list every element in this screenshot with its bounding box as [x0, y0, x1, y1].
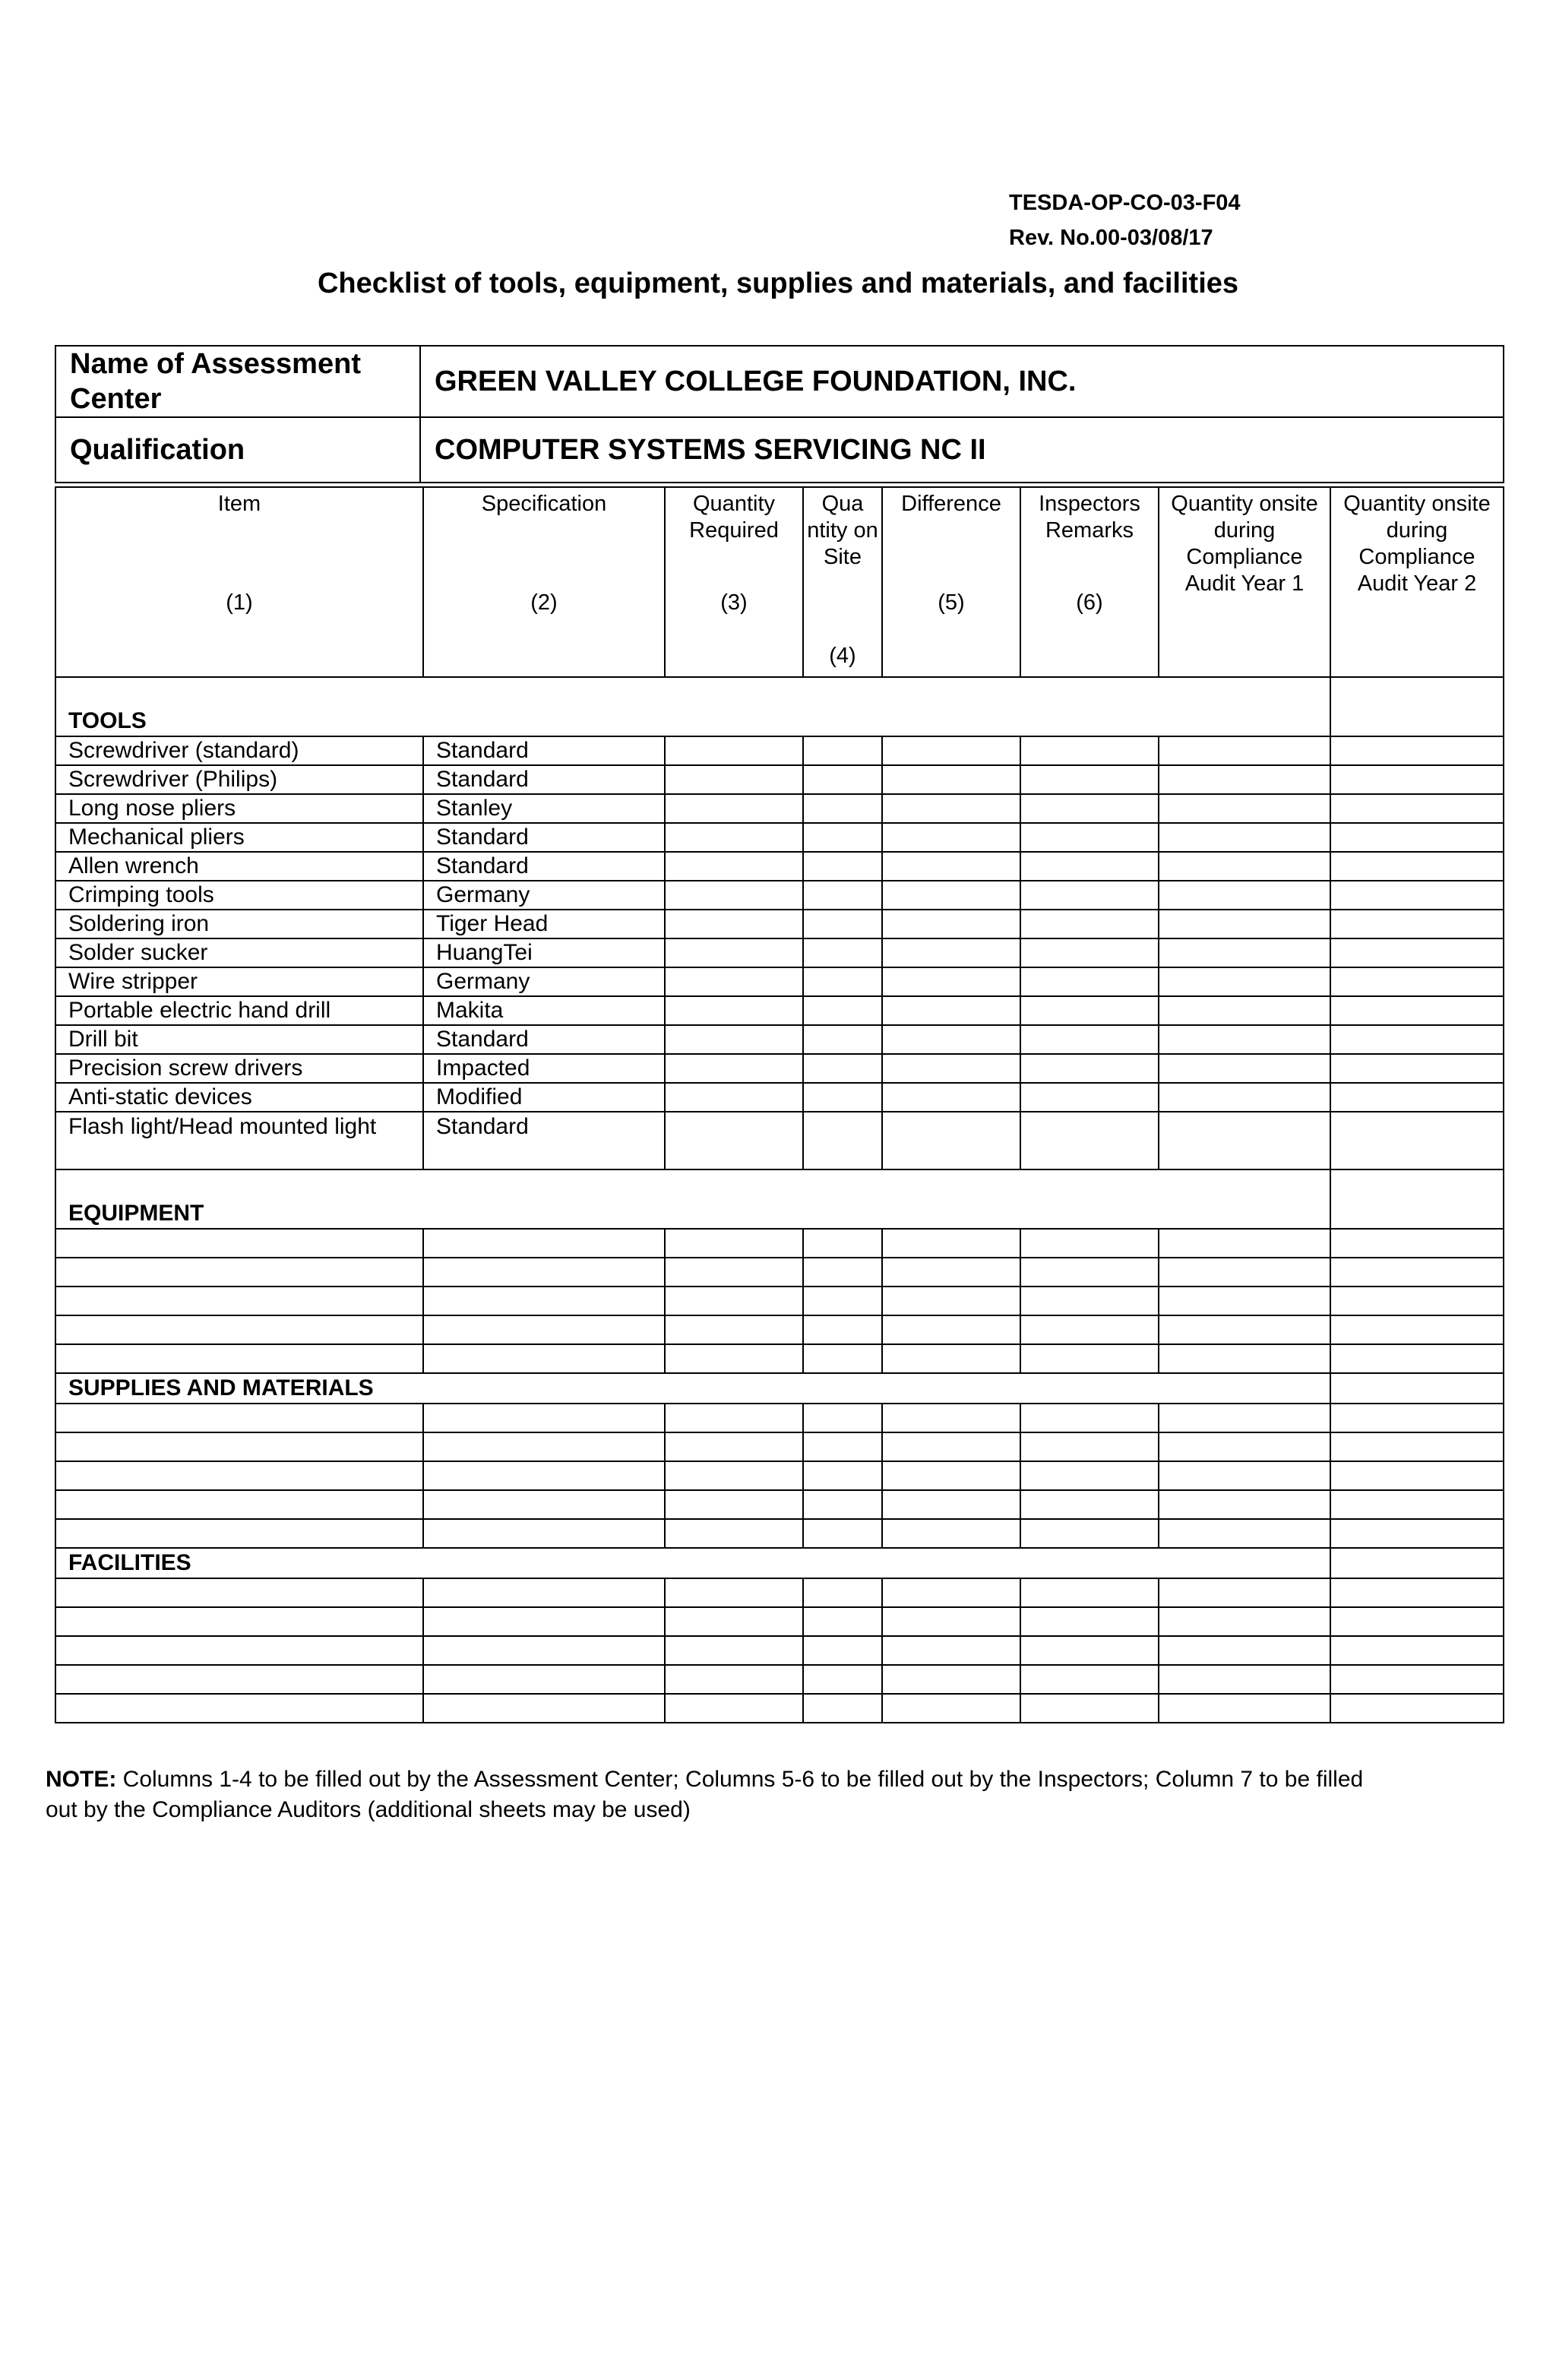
- table-row: [55, 1519, 1504, 1548]
- empty-cell[interactable]: [1330, 736, 1504, 765]
- table-row: [55, 1578, 1504, 1607]
- empty-cell[interactable]: [882, 794, 1020, 823]
- empty-cell[interactable]: [423, 1344, 665, 1373]
- empty-cell[interactable]: [1020, 1665, 1159, 1694]
- empty-cell[interactable]: [423, 1694, 665, 1723]
- empty-cell[interactable]: [803, 1636, 882, 1665]
- section-row-equipment: [55, 1169, 1504, 1229]
- empty-cell[interactable]: [803, 823, 882, 852]
- empty-cell[interactable]: [803, 1258, 882, 1287]
- empty-cell[interactable]: [882, 1665, 1020, 1694]
- empty-cell[interactable]: [1330, 1432, 1504, 1461]
- empty-cell[interactable]: [1330, 1404, 1504, 1432]
- item-cell: Anti-static devices: [55, 1083, 423, 1112]
- empty-cell[interactable]: [882, 1229, 1020, 1258]
- center-label: Name of Assessment Center: [55, 346, 420, 417]
- table-row: [55, 1083, 1504, 1112]
- empty-cell[interactable]: [882, 967, 1020, 996]
- empty-cell[interactable]: [882, 765, 1020, 794]
- empty-cell[interactable]: [1159, 1083, 1330, 1112]
- empty-cell[interactable]: [1020, 996, 1159, 1025]
- table-row: [55, 910, 1504, 938]
- empty-cell[interactable]: [1159, 794, 1330, 823]
- empty-cell[interactable]: [1020, 1315, 1159, 1344]
- empty-cell[interactable]: [1330, 1025, 1504, 1054]
- empty-cell[interactable]: [882, 1432, 1020, 1461]
- spec-cell: Tiger Head: [423, 910, 665, 938]
- empty-cell[interactable]: [1020, 1578, 1159, 1607]
- empty-cell[interactable]: [55, 1287, 423, 1315]
- empty-cell[interactable]: [423, 1607, 665, 1636]
- table-row: [55, 1344, 1504, 1373]
- empty-cell[interactable]: [882, 1607, 1020, 1636]
- empty-cell[interactable]: [1159, 1578, 1330, 1607]
- empty-cell[interactable]: [882, 910, 1020, 938]
- spec-cell: Impacted: [423, 1054, 665, 1083]
- table-row: [55, 1258, 1504, 1287]
- spec-cell: Standard: [423, 765, 665, 794]
- empty-cell[interactable]: [665, 1636, 803, 1665]
- empty-cell[interactable]: [803, 910, 882, 938]
- empty-cell[interactable]: [1330, 938, 1504, 967]
- empty-cell[interactable]: [423, 1636, 665, 1665]
- table-row: [55, 765, 1504, 794]
- empty-cell[interactable]: [423, 1229, 665, 1258]
- empty-cell[interactable]: [1330, 1665, 1504, 1694]
- empty-cell[interactable]: [1330, 677, 1504, 736]
- empty-cell[interactable]: [1020, 1490, 1159, 1519]
- empty-cell[interactable]: [803, 1461, 882, 1490]
- empty-cell[interactable]: [882, 1404, 1020, 1432]
- empty-cell[interactable]: [1020, 881, 1159, 910]
- section-heading: TOOLS: [55, 677, 1330, 736]
- item-cell: Crimping tools: [55, 881, 423, 910]
- empty-cell[interactable]: [55, 1665, 423, 1694]
- empty-cell[interactable]: [882, 1083, 1020, 1112]
- empty-cell[interactable]: [665, 794, 803, 823]
- empty-cell[interactable]: [1330, 1548, 1504, 1578]
- empty-cell[interactable]: [803, 1490, 882, 1519]
- table-row: [55, 794, 1504, 823]
- empty-cell[interactable]: [803, 1519, 882, 1548]
- empty-cell[interactable]: [423, 1461, 665, 1490]
- empty-cell[interactable]: [1330, 1519, 1504, 1548]
- footnote: [46, 1764, 1383, 1825]
- empty-cell[interactable]: [665, 1432, 803, 1461]
- empty-cell[interactable]: [1020, 823, 1159, 852]
- empty-cell[interactable]: [1020, 1519, 1159, 1548]
- empty-cell[interactable]: [1330, 1578, 1504, 1607]
- empty-cell[interactable]: [665, 1578, 803, 1607]
- empty-cell[interactable]: [1159, 765, 1330, 794]
- empty-cell[interactable]: [1159, 996, 1330, 1025]
- empty-cell[interactable]: [1330, 967, 1504, 996]
- empty-cell[interactable]: [1020, 1461, 1159, 1490]
- empty-cell[interactable]: [1159, 1461, 1330, 1490]
- empty-cell[interactable]: [665, 1025, 803, 1054]
- empty-cell[interactable]: [1330, 823, 1504, 852]
- table-row: [55, 1665, 1504, 1694]
- empty-cell[interactable]: [803, 765, 882, 794]
- empty-cell[interactable]: [423, 1432, 665, 1461]
- column-header-row: [55, 487, 1504, 677]
- item-cell: Mechanical pliers: [55, 823, 423, 852]
- table-row: [55, 881, 1504, 910]
- table-row: [55, 1287, 1504, 1315]
- form-header: [1009, 185, 1241, 255]
- empty-cell[interactable]: [803, 1432, 882, 1461]
- empty-cell[interactable]: [55, 1490, 423, 1519]
- empty-cell[interactable]: [882, 823, 1020, 852]
- empty-cell[interactable]: [882, 881, 1020, 910]
- empty-cell[interactable]: [665, 1054, 803, 1083]
- empty-cell[interactable]: [803, 1315, 882, 1344]
- section-heading: SUPPLIES AND MATERIALS: [55, 1373, 1330, 1404]
- empty-cell[interactable]: [882, 1287, 1020, 1315]
- empty-cell[interactable]: [1330, 1083, 1504, 1112]
- col-header-audit-year1: Quantity onsite during Compliance Audit Year 1: [1159, 487, 1330, 677]
- empty-cell[interactable]: [665, 852, 803, 881]
- empty-cell[interactable]: [1020, 910, 1159, 938]
- empty-cell[interactable]: [1020, 736, 1159, 765]
- empty-cell[interactable]: [1330, 1315, 1504, 1344]
- empty-cell[interactable]: [1330, 1258, 1504, 1287]
- empty-cell[interactable]: [55, 1404, 423, 1432]
- empty-cell[interactable]: [1159, 1519, 1330, 1548]
- empty-cell[interactable]: [803, 1344, 882, 1373]
- col-header-item: Item (1): [55, 487, 423, 677]
- empty-cell[interactable]: [882, 852, 1020, 881]
- form-revision: Rev. No.00-03/08/17: [1009, 226, 1213, 250]
- table-row: [55, 823, 1504, 852]
- empty-cell[interactable]: [1020, 1083, 1159, 1112]
- spec-cell: Stanley: [423, 794, 665, 823]
- empty-cell[interactable]: [882, 996, 1020, 1025]
- empty-cell[interactable]: [1159, 1607, 1330, 1636]
- empty-cell[interactable]: [665, 996, 803, 1025]
- item-cell: Solder sucker: [55, 938, 423, 967]
- empty-cell[interactable]: [803, 1229, 882, 1258]
- empty-cell[interactable]: [665, 967, 803, 996]
- spec-cell: Standard: [423, 1025, 665, 1054]
- section-heading: FACILITIES: [55, 1548, 1330, 1578]
- empty-cell[interactable]: [882, 1519, 1020, 1548]
- empty-cell[interactable]: [1020, 852, 1159, 881]
- empty-cell[interactable]: [1159, 1665, 1330, 1694]
- empty-cell[interactable]: [423, 1287, 665, 1315]
- empty-cell[interactable]: [665, 1404, 803, 1432]
- empty-cell[interactable]: [1020, 1344, 1159, 1373]
- empty-cell[interactable]: [1020, 1636, 1159, 1665]
- section-row-supplies: [55, 1373, 1504, 1404]
- empty-cell[interactable]: [1020, 1287, 1159, 1315]
- empty-cell[interactable]: [882, 1315, 1020, 1344]
- empty-cell[interactable]: [665, 938, 803, 967]
- empty-cell[interactable]: [1330, 1054, 1504, 1083]
- section-row-facilities: [55, 1548, 1504, 1578]
- empty-cell[interactable]: [1330, 1461, 1504, 1490]
- empty-cell[interactable]: [1159, 1287, 1330, 1315]
- empty-cell[interactable]: [1330, 1373, 1504, 1404]
- empty-cell[interactable]: [55, 1519, 423, 1548]
- table-row: [55, 852, 1504, 881]
- empty-cell[interactable]: [665, 823, 803, 852]
- item-cell: Screwdriver (Philips): [55, 765, 423, 794]
- empty-cell[interactable]: [1020, 1025, 1159, 1054]
- col-header-specification: Specification (2): [423, 487, 665, 677]
- empty-cell[interactable]: [665, 1083, 803, 1112]
- empty-cell[interactable]: [423, 1315, 665, 1344]
- empty-cell[interactable]: [1020, 1258, 1159, 1287]
- empty-cell[interactable]: [1020, 967, 1159, 996]
- empty-cell[interactable]: [1159, 1344, 1330, 1373]
- spec-cell: HuangTei: [423, 938, 665, 967]
- empty-cell[interactable]: [803, 881, 882, 910]
- empty-cell[interactable]: [1330, 1490, 1504, 1519]
- empty-cell[interactable]: [1020, 1432, 1159, 1461]
- table-row: [55, 1636, 1504, 1665]
- empty-cell[interactable]: [882, 1636, 1020, 1665]
- empty-cell[interactable]: [1020, 938, 1159, 967]
- empty-cell[interactable]: [665, 1461, 803, 1490]
- empty-cell[interactable]: [665, 881, 803, 910]
- spec-cell: Makita: [423, 996, 665, 1025]
- col-header-quantity-required: Quantity Required (3): [665, 487, 803, 677]
- empty-cell[interactable]: [1159, 1636, 1330, 1665]
- empty-cell[interactable]: [55, 1258, 423, 1287]
- empty-cell[interactable]: [1159, 736, 1330, 765]
- note-label: NOTE:: [46, 1767, 117, 1792]
- empty-cell[interactable]: [55, 1607, 423, 1636]
- spec-cell: Germany: [423, 881, 665, 910]
- spec-cell: Standard: [423, 823, 665, 852]
- empty-cell[interactable]: [803, 938, 882, 967]
- empty-cell[interactable]: [803, 967, 882, 996]
- empty-cell[interactable]: [803, 736, 882, 765]
- col-header-quantity-on-site: Qua ntity on Site (4): [803, 487, 882, 677]
- empty-cell[interactable]: [665, 910, 803, 938]
- item-cell: Allen wrench: [55, 852, 423, 881]
- empty-cell[interactable]: [665, 1344, 803, 1373]
- empty-cell[interactable]: [1330, 1229, 1504, 1258]
- empty-cell[interactable]: [882, 1461, 1020, 1490]
- empty-cell[interactable]: [1020, 1112, 1159, 1169]
- empty-cell[interactable]: [1159, 1112, 1330, 1169]
- empty-cell[interactable]: [1159, 1490, 1330, 1519]
- empty-cell[interactable]: [1020, 765, 1159, 794]
- empty-cell[interactable]: [1330, 1287, 1504, 1315]
- empty-cell[interactable]: [1330, 1344, 1504, 1373]
- empty-cell[interactable]: [803, 996, 882, 1025]
- empty-cell[interactable]: [1159, 1054, 1330, 1083]
- empty-cell[interactable]: [1330, 794, 1504, 823]
- empty-cell[interactable]: [665, 1315, 803, 1344]
- empty-cell[interactable]: [1159, 1025, 1330, 1054]
- spec-cell: Standard: [423, 1112, 665, 1169]
- empty-cell[interactable]: [1330, 1636, 1504, 1665]
- item-cell: Portable electric hand drill: [55, 996, 423, 1025]
- empty-cell[interactable]: [665, 1607, 803, 1636]
- empty-cell[interactable]: [1330, 1112, 1504, 1169]
- item-cell: Long nose pliers: [55, 794, 423, 823]
- checklist-table: [55, 486, 1504, 1723]
- item-cell: Wire stripper: [55, 967, 423, 996]
- empty-cell[interactable]: [55, 1578, 423, 1607]
- empty-cell[interactable]: [1020, 1054, 1159, 1083]
- empty-cell[interactable]: [1330, 765, 1504, 794]
- table-row: [55, 967, 1504, 996]
- empty-cell[interactable]: [882, 1258, 1020, 1287]
- item-cell: Soldering iron: [55, 910, 423, 938]
- spec-cell: Standard: [423, 852, 665, 881]
- empty-cell[interactable]: [803, 1578, 882, 1607]
- empty-cell[interactable]: [882, 736, 1020, 765]
- empty-cell[interactable]: [803, 1607, 882, 1636]
- empty-cell[interactable]: [1330, 996, 1504, 1025]
- empty-cell[interactable]: [882, 1112, 1020, 1169]
- empty-cell[interactable]: [665, 765, 803, 794]
- table-row: [55, 938, 1504, 967]
- table-row: [55, 736, 1504, 765]
- assessment-info-table: [55, 345, 1504, 483]
- empty-cell[interactable]: [803, 1083, 882, 1112]
- item-cell: Screwdriver (standard): [55, 736, 423, 765]
- item-cell: Precision screw drivers: [55, 1054, 423, 1083]
- empty-cell[interactable]: [1159, 881, 1330, 910]
- section-row-tools: [55, 677, 1504, 736]
- empty-cell[interactable]: [55, 1694, 423, 1723]
- empty-cell[interactable]: [882, 1694, 1020, 1723]
- table-row: [55, 1229, 1504, 1258]
- empty-cell[interactable]: [55, 1636, 423, 1665]
- empty-cell[interactable]: [423, 1578, 665, 1607]
- empty-cell[interactable]: [882, 1490, 1020, 1519]
- empty-cell[interactable]: [1020, 794, 1159, 823]
- table-row: [55, 1404, 1504, 1432]
- form-code: TESDA-OP-CO-03-F04: [1009, 191, 1241, 215]
- table-row: [55, 1607, 1504, 1636]
- empty-cell[interactable]: [882, 1025, 1020, 1054]
- empty-cell[interactable]: [1159, 823, 1330, 852]
- empty-cell[interactable]: [1159, 1432, 1330, 1461]
- empty-cell[interactable]: [803, 852, 882, 881]
- empty-cell[interactable]: [1020, 1694, 1159, 1723]
- empty-cell[interactable]: [1159, 1229, 1330, 1258]
- empty-cell[interactable]: [803, 1287, 882, 1315]
- empty-cell[interactable]: [1330, 1694, 1504, 1723]
- empty-cell[interactable]: [803, 794, 882, 823]
- page-title: Checklist of tools, equipment, supplies and materials, and facilities: [317, 267, 1239, 299]
- empty-cell[interactable]: [1330, 910, 1504, 938]
- table-row: [55, 1694, 1504, 1723]
- table-row: [55, 1432, 1504, 1461]
- empty-cell[interactable]: [1330, 1607, 1504, 1636]
- empty-cell[interactable]: [1020, 1607, 1159, 1636]
- table-row: [55, 1315, 1504, 1344]
- empty-cell[interactable]: [423, 1404, 665, 1432]
- empty-cell[interactable]: [665, 1694, 803, 1723]
- note-text: Columns 1-4 to be filled out by the Assessment Center; Columns 5-6 to be filled out by the Inspectors; Column 7 to be filled out by the Compliance Auditors (additional sheets may be used): [46, 1767, 1364, 1822]
- empty-cell[interactable]: [423, 1665, 665, 1694]
- spec-cell: Germany: [423, 967, 665, 996]
- empty-cell[interactable]: [665, 1112, 803, 1169]
- table-row: [55, 1490, 1504, 1519]
- empty-cell[interactable]: [665, 1519, 803, 1548]
- empty-cell[interactable]: [803, 1665, 882, 1694]
- col-header-inspectors-remarks: Inspectors Remarks (6): [1020, 487, 1159, 677]
- empty-cell[interactable]: [665, 1490, 803, 1519]
- empty-cell[interactable]: [882, 1344, 1020, 1373]
- empty-cell[interactable]: [1159, 938, 1330, 967]
- spec-cell: Modified: [423, 1083, 665, 1112]
- empty-cell[interactable]: [803, 1404, 882, 1432]
- empty-cell[interactable]: [803, 1054, 882, 1083]
- empty-cell[interactable]: [1159, 1694, 1330, 1723]
- qualification-value: COMPUTER SYSTEMS SERVICING NC II: [420, 417, 1504, 483]
- spec-cell: Standard: [423, 736, 665, 765]
- empty-cell[interactable]: [665, 1258, 803, 1287]
- table-row: [55, 1054, 1504, 1083]
- empty-cell[interactable]: [1159, 967, 1330, 996]
- empty-cell[interactable]: [55, 1229, 423, 1258]
- empty-cell[interactable]: [803, 1112, 882, 1169]
- center-value: GREEN VALLEY COLLEGE FOUNDATION, INC.: [420, 346, 1504, 417]
- empty-cell[interactable]: [665, 736, 803, 765]
- empty-cell[interactable]: [665, 1287, 803, 1315]
- table-row: [55, 996, 1504, 1025]
- empty-cell[interactable]: [423, 1519, 665, 1548]
- empty-cell[interactable]: [665, 1665, 803, 1694]
- empty-cell[interactable]: [423, 1490, 665, 1519]
- empty-cell[interactable]: [1330, 852, 1504, 881]
- empty-cell[interactable]: [55, 1461, 423, 1490]
- empty-cell[interactable]: [1159, 852, 1330, 881]
- col-header-difference: Difference (5): [882, 487, 1020, 677]
- empty-cell[interactable]: [1330, 881, 1504, 910]
- table-row: [55, 1461, 1504, 1490]
- empty-cell[interactable]: [665, 1229, 803, 1258]
- empty-cell[interactable]: [1159, 1404, 1330, 1432]
- empty-cell[interactable]: [1159, 1315, 1330, 1344]
- empty-cell[interactable]: [423, 1258, 665, 1287]
- empty-cell[interactable]: [882, 1578, 1020, 1607]
- table-row: [55, 1112, 1504, 1169]
- item-cell: Flash light/Head mounted light: [55, 1112, 423, 1169]
- empty-cell[interactable]: [803, 1025, 882, 1054]
- empty-cell[interactable]: [55, 1344, 423, 1373]
- empty-cell[interactable]: [882, 938, 1020, 967]
- col-header-audit-year2: Quantity onsite during Compliance Audit Year 2: [1330, 487, 1504, 677]
- empty-cell[interactable]: [55, 1432, 423, 1461]
- empty-cell[interactable]: [1020, 1229, 1159, 1258]
- empty-cell[interactable]: [1020, 1404, 1159, 1432]
- table-row: [55, 1025, 1504, 1054]
- empty-cell[interactable]: [882, 1054, 1020, 1083]
- empty-cell[interactable]: [1159, 1258, 1330, 1287]
- empty-cell[interactable]: [803, 1694, 882, 1723]
- qualification-label: Qualification: [55, 417, 420, 483]
- empty-cell[interactable]: [55, 1315, 423, 1344]
- item-cell: Drill bit: [55, 1025, 423, 1054]
- empty-cell[interactable]: [1330, 1169, 1504, 1229]
- empty-cell[interactable]: [1159, 910, 1330, 938]
- section-heading: EQUIPMENT: [55, 1169, 1330, 1229]
